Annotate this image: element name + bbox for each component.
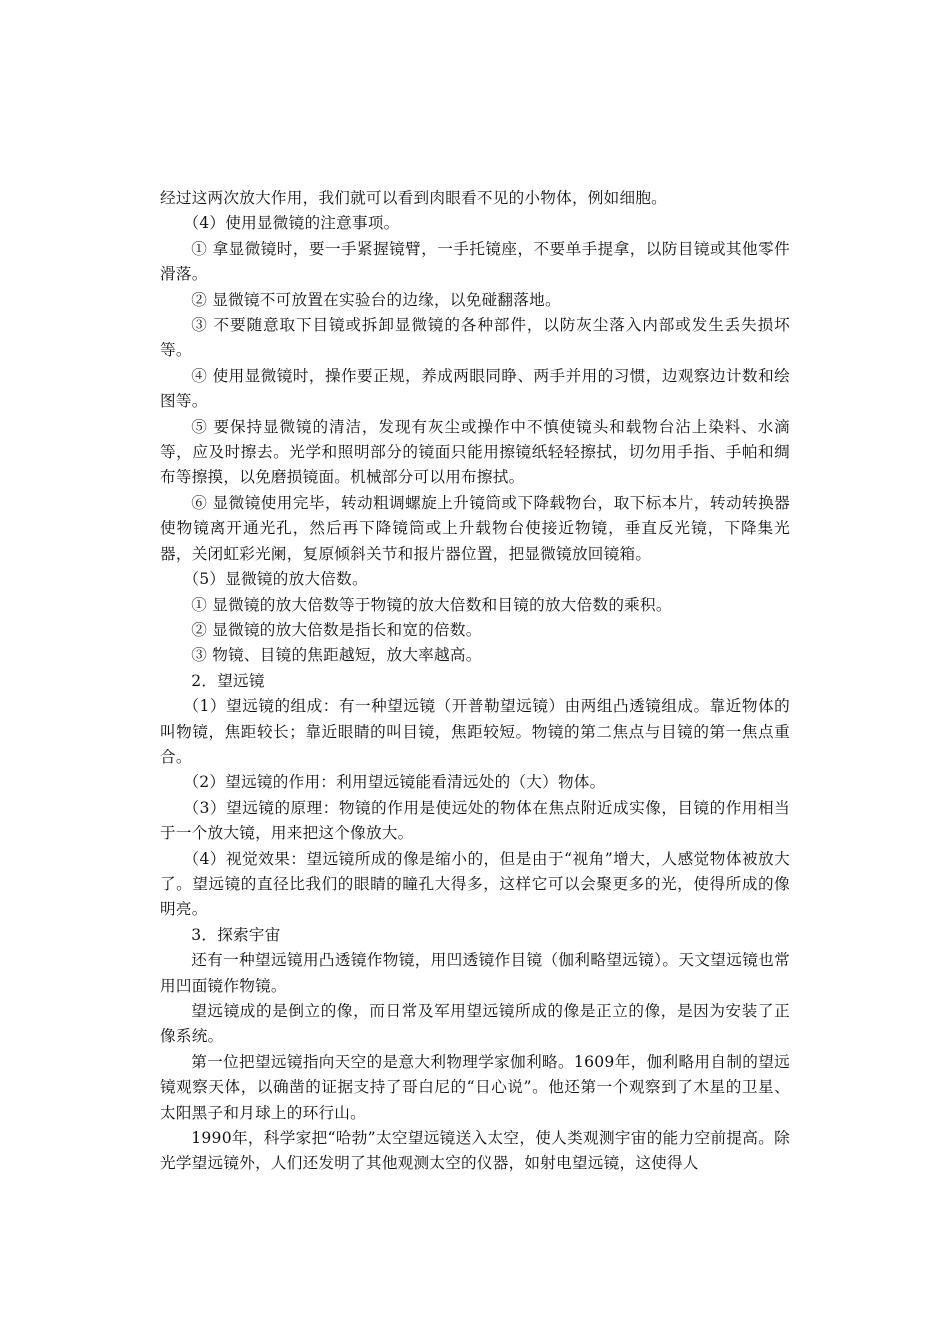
paragraph-17: （4）视觉效果：望远镜所成的像是缩小的，但是由于“视角”增大，人感觉物体被放大了。望远镜的直径比我们的眼睛的瞳孔大得多，这样它可以会聚更多的光，使得所成的像明亮。 — [160, 849, 790, 919]
paragraph-7: ⑤ 要保持显微镜的清洁，发现有灰尘或操作中不慎使镜头和载物台沾上染料、水滴等，应及时擦去。光学和照明部分的镜面只能用擦镜纸轻轻擦拭，切勿用手指、手帕和绸布等擦摸，以免磨损镜面。机械部分可以用布擦拭。 — [160, 417, 790, 487]
section-heading-telescope: 2．望远镜 — [191, 671, 265, 690]
paragraph-19: 还有一种望远镜用凸透镜作物镜，用凹透镜作目镜（伽利略望远镜）。天文望远镜也常用凹面镜作物镜。 — [160, 951, 790, 995]
paragraph-2: （4）使用显微镜的注意事项。 — [183, 214, 400, 233]
document-body — [160, 186, 790, 1177]
paragraph-5: ③ 不要随意取下目镜或拆卸显微镜的各种部件，以防灰尘落入内部或发生丢失损坏等。 — [160, 316, 790, 360]
paragraph-9: （5）显微镜的放大倍数。 — [183, 570, 368, 589]
paragraph-22: 1990年，科学家把“哈勃”太空望远镜送入太空，使人类观测宇宙的能力空前提高。除光学望远镜外，人们还发明了其他观测太空的仪器，如射电望远镜，这使得人 — [160, 1129, 790, 1173]
paragraph-14: （1）望远镜的组成：有一种望远镜（开普勒望远镜）由两组凸透镜组成。靠近物体的叫物镜，焦距较长；靠近眼睛的叫目镜，焦距较短。物镜的第二焦点与目镜的第一焦点重合。 — [160, 697, 790, 766]
paragraph-1: 经过这两次放大作用，我们就可以看到肉眼看不见的小物体，例如细胞。 — [160, 189, 668, 207]
paragraph-6: ④ 使用显微镜时，操作要正规，养成两眼同睁、两手并用的习惯，边观察边计数和绘图等。 — [160, 366, 790, 411]
paragraph-11: ② 显微镜的放大倍数是指长和宽的倍数。 — [191, 620, 482, 639]
paragraph-16: （3）望远镜的原理：物镜的作用是使远处的物体在焦点附近成实像，目镜的作用相当于一个放大镜，用来把这个像放大。 — [160, 798, 790, 843]
paragraph-10: ① 显微镜的放大倍数等于物镜的放大倍数和目镜的放大倍数的乘积。 — [191, 595, 672, 614]
paragraph-8: ⑥ 显微镜使用完毕，转动粗调螺旋上升镜筒或下降载物台，取下标本片，转动转换器使物镜离开通光孔，然后再下降镜筒或上升载物台使接近物镜，垂直反光镜，下降集光器，关闭虹彩光阑，复原倾斜关节和报片器位置，把显微镜放回镜箱。 — [160, 493, 790, 563]
paragraph-21: 第一位把望远镜指向天空的是意大利物理学家伽利略。1609年，伽利略用自制的望远镜观察天体，以确凿的证据支持了哥白尼的“日心说”。他还第一个观察到了木星的卫星、太阳黑子和月球上的环行山。 — [160, 1052, 790, 1122]
paragraph-12: ③ 物镜、目镜的焦距越短，放大率越高。 — [191, 646, 482, 665]
paragraph-20: 望远镜成的是倒立的像，而日常及军用望远镜所成的像是正立的像，是因为安装了正像系统。 — [160, 1002, 790, 1046]
paragraph-3: ① 拿显微镜时，要一手紧握镜臂，一手托镜座，不要单手提拿，以防目镜或其他零件滑落。 — [160, 239, 790, 284]
paragraph-15: （2）望远镜的作用：利用望远镜能看清远处的（大）物体。 — [183, 773, 606, 792]
section-heading-universe: 3．探索宇宙 — [191, 925, 281, 944]
paragraph-4: ② 显微镜不可放置在实验台的边缘，以免碰翻落地。 — [191, 290, 561, 309]
